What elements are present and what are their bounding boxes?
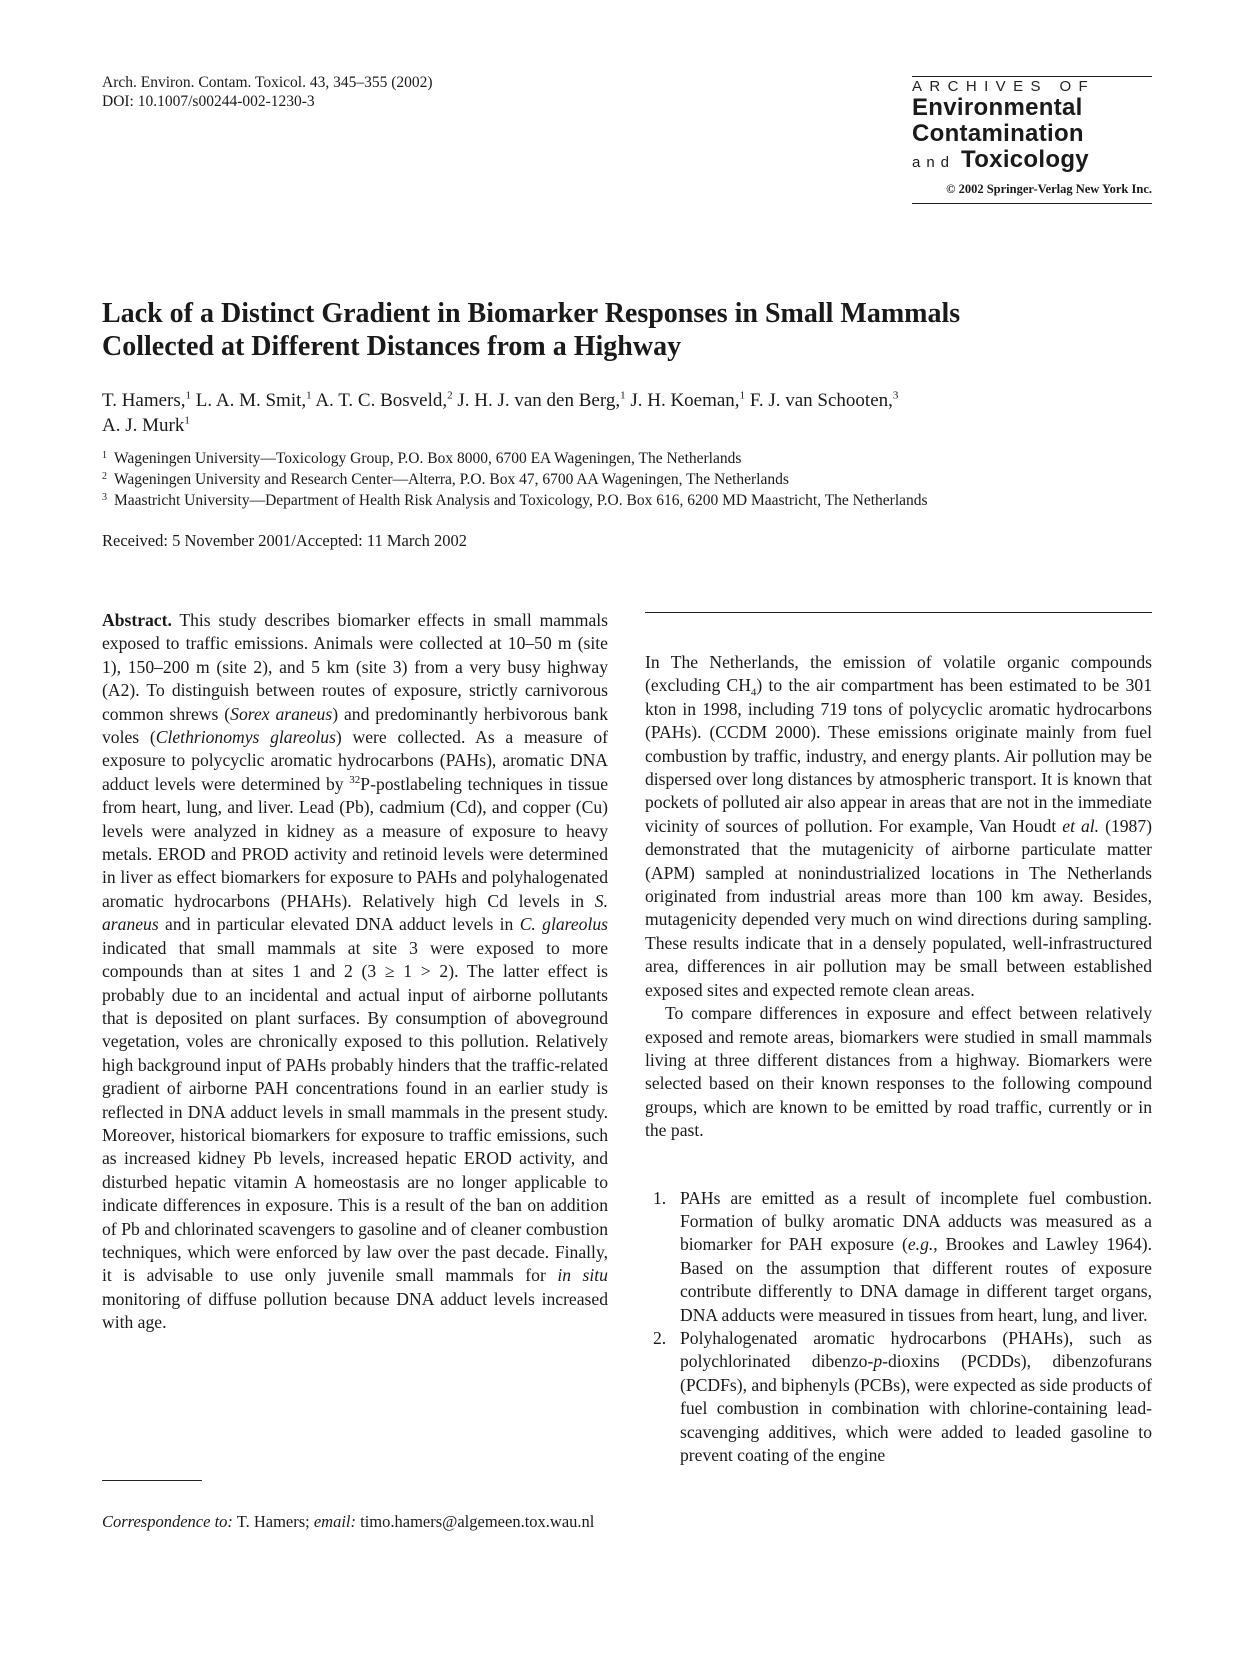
chemical-subscript: 4 <box>750 686 757 699</box>
author: T. Hamers, <box>102 390 186 411</box>
list-number: 2. <box>653 1327 667 1348</box>
received-accepted-dates: Received: 5 November 2001/Accepted: 11 March 2002 <box>102 531 468 550</box>
abstract-text: This study describes biomarker effects in small mammals exposed to traffic emissions. Animals were collected at 10–50 m (site 1), 150–200 m (site 2), and 5 km (site 3) from a very busy highway (A2). To distinguish between routes of exposure, strictly carnivorous common shrews ( <box>102 610 608 724</box>
abstract-label: Abstract. <box>102 610 172 630</box>
affiliation-number: 1 <box>102 450 107 461</box>
logo-archives-of: ARCHIVES OF <box>912 78 1096 95</box>
isotope-superscript: 32 <box>349 773 361 786</box>
abstract-text: monitoring of diffuse pollution because DNA adduct levels increased with age. <box>102 1288 608 1333</box>
list-text: PAHs are emitted as a result of incomplete fuel combustion. Formation of bulky aromatic DNA adducts was measured as a biomarker for PAH exposure ( <box>680 1187 1152 1255</box>
list-number: 1. <box>653 1187 667 1208</box>
italic-term: in situ <box>557 1265 608 1286</box>
species-name: S. araneus <box>102 890 608 935</box>
affiliation-list <box>102 448 1162 511</box>
intro-text: ) to the air compartment has been estimated to be 301 kton in 1998, including 719 tons of polycyclic aromatic hydrocarbons (PAHs). (CCDM 2000). These emissions originate mainly from fuel combustion by traffic, industry, and energy plants. Air pollution may be dispersed over long distances by atmospheric transport. It is known that pockets of polluted air also appear in areas that are not in the immediate vicinity of sources of pollution. For example, Van Houdt <box>645 675 1152 836</box>
logo-top-rule <box>912 76 1152 77</box>
italic-term: p <box>873 1351 883 1372</box>
logo-and: and <box>912 154 956 171</box>
list-text: -dioxins (PCDDs), dibenzofurans (PCDFs), and biphenyls (PCBs), were expected as side products of fuel combustion in combination with chlorine-containing lead-scavenging additives, which were added to leaded gasoline to prevent coating of the engine <box>680 1351 1152 1465</box>
author-affiliation-mark: 3 <box>892 389 899 402</box>
article-title <box>102 297 1162 363</box>
logo-contamination: Contamination <box>912 120 1084 147</box>
intro-text: (1987) demonstrated that the mutagenicity of airborne particulate matter (APM) sampled at nonindustrialized locations in The Netherlands originated from industrial areas more than 100 km away. Besides, mutagenicity depended very much on wind directions during sampling. These results indicate that in a densely populated, well-infrastructured area, differences in air pollution may be small between established exposed sites and expected remote clean areas. <box>645 815 1152 1000</box>
intro-text: In The Netherlands, the emission of volatile organic compounds (excluding CH <box>645 652 1152 696</box>
correspondence-label: Correspondence to: <box>102 1512 233 1531</box>
list-text: Polyhalogenated aromatic hydrocarbons (PHAHs), such as polychlorinated dibenzo- <box>680 1327 1152 1372</box>
abstract-column <box>102 609 608 1335</box>
author: J. H. Koeman, <box>630 390 740 411</box>
abstract-text: and in particular elevated DNA adduct levels in <box>158 914 520 935</box>
correspondence-footnote <box>102 1511 608 1533</box>
title-line-1: Lack of a Distinct Gradient in Biomarker Responses in Small Mammals <box>102 298 961 329</box>
author-affiliation-mark: 2 <box>447 389 453 402</box>
author-affiliation-mark: 1 <box>620 389 626 402</box>
compound-group-list <box>645 1187 1152 1468</box>
correspondence-email: timo.hamers@algemeen.tox.wau.nl <box>356 1512 595 1531</box>
column-top-rule <box>645 612 1152 613</box>
list-item <box>645 1327 1152 1467</box>
affiliation-text: Wageningen University—Toxicology Group, P.O. Box 8000, 6700 EA Wageningen, The Netherlands <box>114 450 742 467</box>
intro-paragraph-1 <box>645 651 1152 1002</box>
introduction-column <box>645 609 1152 1467</box>
logo-toxicology-line <box>912 147 1152 176</box>
logo-environmental: Environmental <box>912 94 1083 121</box>
email-label: email: <box>313 1512 357 1531</box>
author-affiliation-mark: 1 <box>739 389 746 402</box>
affiliation-number: 3 <box>102 492 107 503</box>
list-text: , Brookes and Lawley 1964). Based on the assumption that different routes of exposure contribute differently to DNA damage in different target organs, DNA adducts were measured in tissues from heart, lung, and liver. <box>680 1234 1152 1325</box>
journal-logo <box>912 76 1152 204</box>
affiliation <box>102 469 1162 490</box>
author: J. H. J. van den Berg, <box>457 390 621 411</box>
species-name: Sorex araneus <box>230 703 333 724</box>
author-affiliation-mark: 1 <box>185 389 192 402</box>
author-affiliation-mark: 1 <box>306 389 312 402</box>
affiliation-number: 2 <box>102 471 107 482</box>
affiliation <box>102 490 1162 511</box>
copyright-notice: © 2002 Springer-Verlag New York Inc. <box>912 182 1152 204</box>
italic-term: et al. <box>1062 815 1100 836</box>
author: F. J. van Schooten, <box>749 390 893 411</box>
species-name: Clethrionomys glareolus <box>155 727 336 748</box>
author-list <box>102 388 1162 438</box>
abstract-paragraph <box>102 609 608 1335</box>
italic-term: e.g. <box>907 1234 934 1255</box>
author: A. T. C. Bosveld, <box>315 390 448 411</box>
footnote-rule <box>102 1480 202 1481</box>
abstract-text: ) and predominantly herbivorous bank voles ( <box>102 703 608 748</box>
title-line-2: Collected at Different Distances from a Highway <box>102 331 682 362</box>
citation-header <box>102 73 433 111</box>
intro-paragraph-2: To compare differences in exposure and effect between relatively exposed and remote areas, biomarkers were studied in small mammals living at three different distances from a highway. Biomarkers were selected based on their known responses to the following compound groups, which are known to be emitted by road traffic, currently or in the past. <box>645 1003 1152 1141</box>
abstract-text: P-postlabeling techniques in tissue from heart, lung, and liver. Lead (Pb), cadmium (Cd), and copper (Cu) levels were analyzed in kidney as a measure of exposure to heavy metals. EROD and PROD activity and retinoid levels were determined in liver as effect biomarkers for exposure to PAHs and polyhalogenated aromatic hydrocarbons (PHAHs). Relatively high Cd levels in <box>102 773 609 911</box>
affiliation-text: Maastricht University—Department of Health Risk Analysis and Toxicology, P.O. Box 616, 6200 MD Maastricht, The Netherlands <box>114 492 928 509</box>
author: L. A. M. Smit, <box>195 390 307 411</box>
correspondence-name: T. Hamers; <box>232 1512 314 1531</box>
affiliation-text: Wageningen University and Research Center—Alterra, P.O. Box 47, 6700 AA Wageningen, The Netherlands <box>114 471 789 488</box>
doi: DOI: 10.1007/s00244-002-1230-3 <box>102 93 315 110</box>
abstract-text: ) were collected. As a measure of exposure to polycyclic aromatic hydrocarbons (PAHs), aromatic DNA adduct levels were determined by <box>102 727 608 794</box>
list-item <box>645 1187 1152 1327</box>
journal-citation: Arch. Environ. Contam. Toxicol. 43, 345–355 (2002) <box>102 74 433 91</box>
logo-toxicology: Toxicology <box>961 146 1089 173</box>
species-name: C. glareolus <box>519 914 608 935</box>
author-affiliation-mark: 1 <box>184 414 190 427</box>
author: A. J. Murk <box>102 415 185 436</box>
abstract-text: indicated that small mammals at site 3 were exposed to more compounds than at sites 1 and 2 (3 ≥ 1 > 2). The latter effect is probably due to an incidental and actual input of airborne pollutants that is deposited on plant surfaces. By consumption of aboveground vegetation, voles are chronically exposed to this pollution. Relatively high background input of PAHs probably hinders that the traffic-related gradient of airborne PAH concentrations found in an earlier study is reflected in DNA adduct levels in small mammals in the present study. Moreover, historical biomarkers for exposure to traffic emissions, such as increased kidney Pb levels, increased hepatic EROD activity, and disturbed hepatic vitamin A homeostasis are no longer applicable to indicate differences in exposure. This is a result of the ban on addition of Pb and chlorinated scavengers to gasoline and of cleaner combustion techniques, which were enforced by law over the past decade. Finally, it is advisable to use only juvenile small mammals for <box>102 937 608 1286</box>
affiliation <box>102 448 1162 469</box>
